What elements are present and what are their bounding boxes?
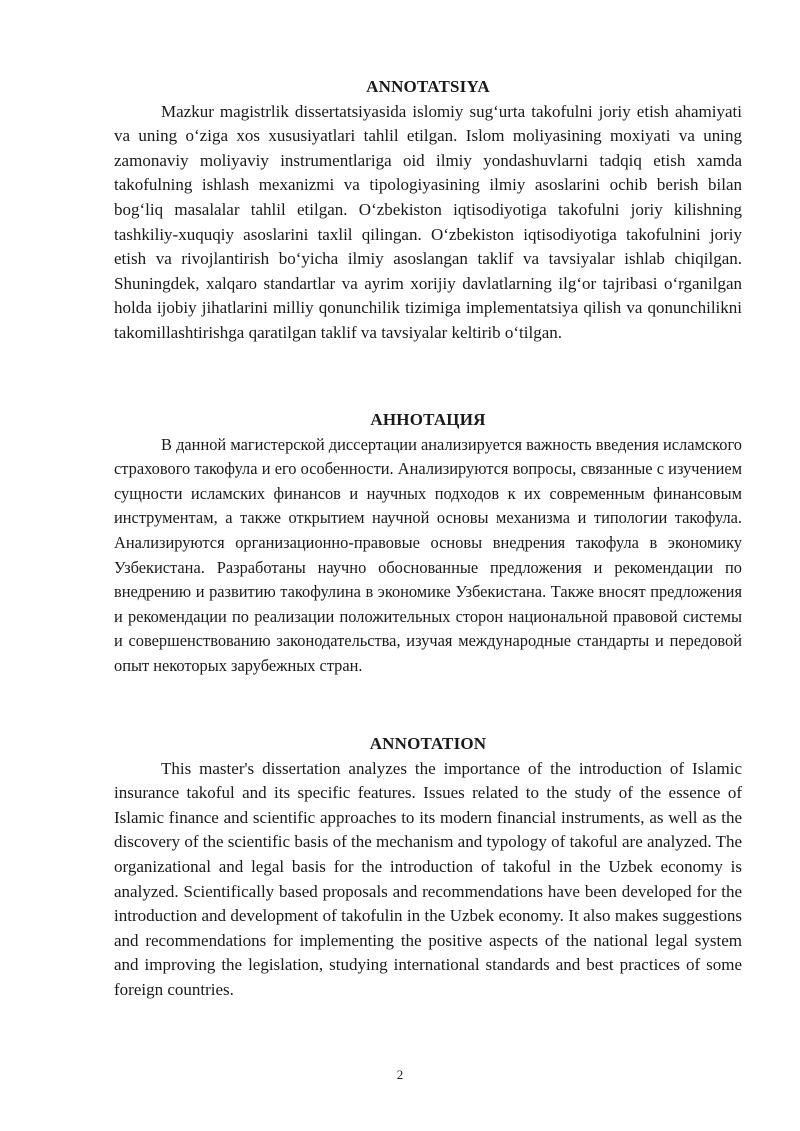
english-annotation-heading: ANNOTATION <box>369 734 487 753</box>
russian-annotation-heading: АННОТАЦИЯ <box>370 410 486 429</box>
english-annotation-section <box>114 732 742 1003</box>
russian-annotation-section <box>114 408 742 679</box>
russian-annotation-text: В данной магистерской диссертации анализируется важность введения исламского страхового такофула и его особенности. Анализируются вопросы, связанные с изучением сущности исламских финансов и научных подходов к их современным финансовым инструментам, а также открытием научной основы механизма и типологии такофула. Анализируются организационно-правовые основы внедрения такофула в экономику Узбекистана. Разработаны научно обоснованные предложения и рекомендации по внедрению и развитию такофулина в экономике Узбекистана. Также вносят предложения и рекомендации по реализации положительных сторон национальной правовой системы и совершенствованию законодательства, изучая международные стандарты и передовой опыт некоторых зарубежных стран. <box>114 434 742 675</box>
page-number: 2 <box>396 1067 404 1082</box>
uzbek-annotation-heading: ANNOTATSIYA <box>366 77 490 96</box>
english-annotation-text: This master's dissertation analyzes the importance of the introduction of Islamic insurance takoful and its specific features. Issues related to the study of the essence of Islamic finance and scientific approaches to its modern financial instruments, as well as the discovery of the scientific basis of the mechanism and typology of takoful are analyzed. The organizational and legal basis for the introduction of takoful in the Uzbek economy is analyzed. Scientifically based proposals and recommendations have been developed for the introduction and development of takofulin in the Uzbek economy. It also makes suggestions and recommendations for implementing the positive aspects of the national legal system and improving the legislation, studying international standards and best practices of some foreign countries. <box>114 758 743 999</box>
uzbek-annotation-text: Mazkur magistrlik dissertatsiyasida islomiy sugʻurta takofulni joriy etish ahamiyati va uning oʻziga xos xususiyatlari tahlil etilgan. Islom moliyasining moxiyati va uning zamonaviy moliyaviy instrumentlariga oid ilmiy yondashuvlarni tadqiq etish xamda takofulning ishlash mexanizmi va tipologiyasining ilmiy asoslarini ochib berish bilan bogʻliq masalalar tahlil etilgan. Oʻzbekiston iqtisodiyotiga takofulni joriy kilishning tashkiliy-xuquqiy asoslarini taxlil qilingan. Oʻzbekiston iqtisodiyotiga takofulnini joriy etish va rivojlantirish boʻyicha ilmiy asoslangan taklif va tavsiyalar ishlab chiqilgan. Shuningdek, xalqaro standartlar va ayrim xorijiy davlatlarning ilgʻor tajribasi oʻrganilgan holda ijobiy jihatlarini milliy qonunchilik tizimiga implementatsiya qilish va qonunchilikni takomillashtirishga qaratilgan taklif va tavsiyalar keltirib oʻtilgan. <box>114 101 742 342</box>
uzbek-annotation-section <box>114 75 742 346</box>
